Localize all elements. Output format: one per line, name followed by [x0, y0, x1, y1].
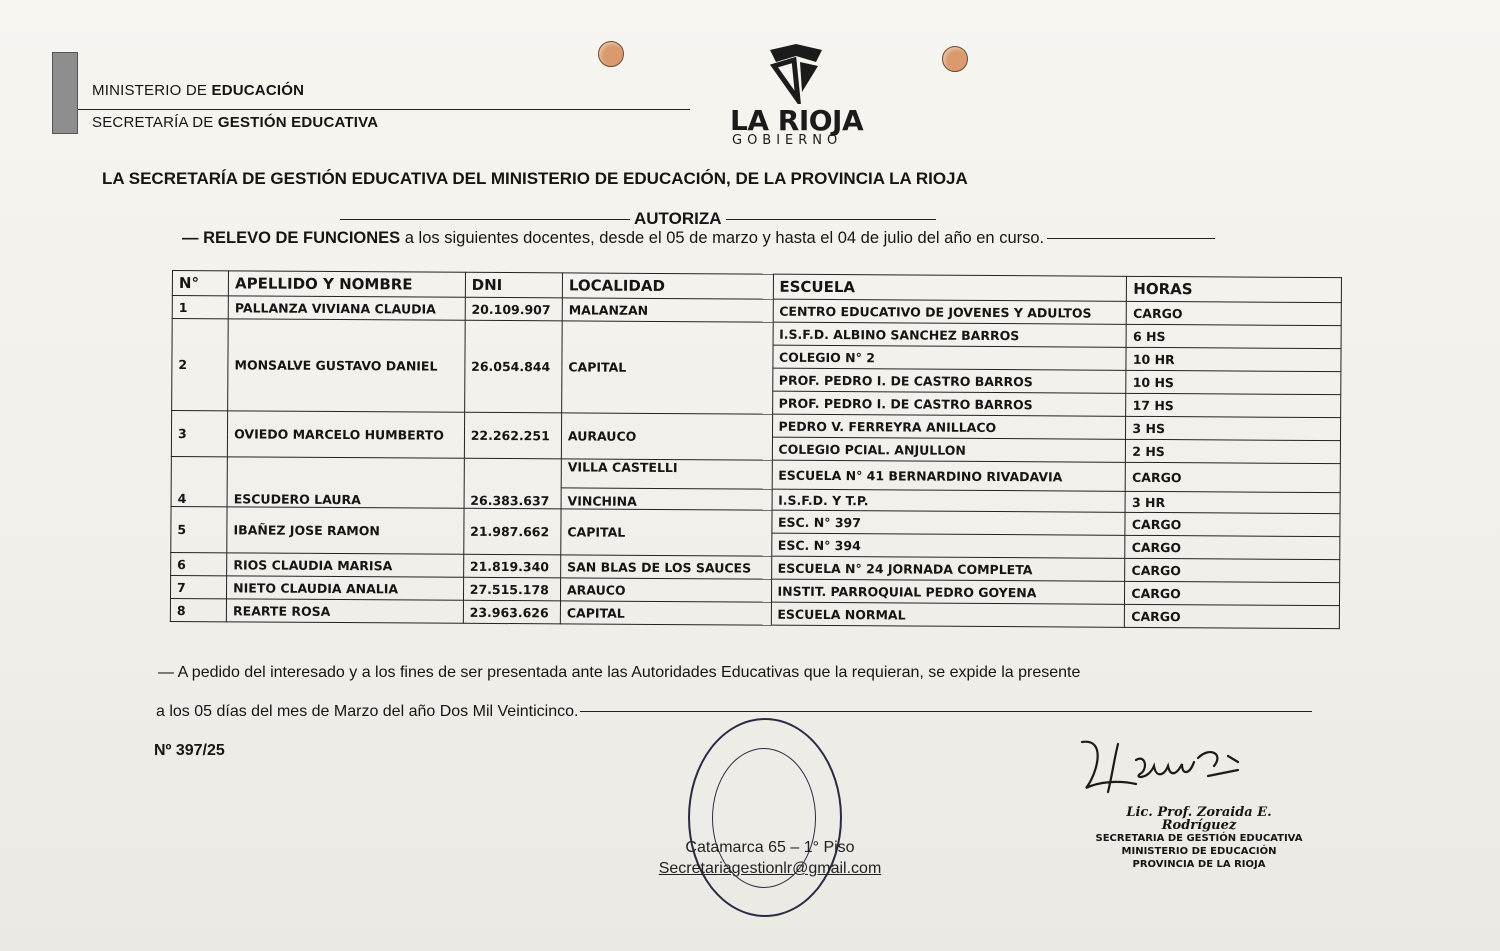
table-row: 8 REARTE ROSA 23.963.626 CAPITAL ESCUELA NORMAL CARGO — [170, 598, 1339, 628]
col-header-hours: HORAS — [1127, 276, 1342, 302]
table-subrow: PROF. PEDRO I. DE CASTRO BARROS 10 HS — [172, 365, 1341, 395]
teachers-table — [170, 270, 1342, 629]
table-row: 4 ESCUDERO LAURA 26.383.637 VILLA CASTELLI ESCUELA N° 41 BERNARDINO RIVADAVIA CARGO — [171, 456, 1340, 492]
col-header-dni: DNI — [465, 272, 562, 298]
header-divider — [78, 109, 690, 110]
la-rioja-logo-icon — [764, 40, 828, 104]
col-header-name: APELLIDO Y NOMBRE — [228, 271, 465, 297]
table-subrow: PROF. PEDRO I. DE CASTRO BARROS 17 HS — [172, 388, 1341, 418]
col-header-num: N° — [172, 271, 228, 296]
signer-role-3: PROVINCIA DE LA RIOJA — [1132, 859, 1266, 870]
punch-hole-left — [598, 41, 624, 67]
signer-name: Lic. Prof. Zoraida E. Rodríguez — [1126, 805, 1272, 833]
table-subrow: VINCHINA I.S.F.D. Y T.P. 3 HR — [171, 485, 1340, 513]
closing-line-2: a los 05 días del mes de Marzo del año Dos Mil Veinticinco. — [156, 703, 1312, 721]
intro-paragraph: — RELEVO DE FUNCIONES a los siguientes docentes, desde el 05 de marzo y hasta el 04 de julio del año en curso. — [182, 229, 1215, 248]
signature-block — [1094, 806, 1304, 871]
punch-hole-right — [942, 46, 968, 72]
table-row: 1 PALLANZA VIVIANA CLAUDIA 20.109.907 MALANZAN CENTRO EDUCATIVO DE JOVENES Y ADULTOS CARGO — [172, 296, 1341, 326]
table-row: 5 IBAÑEZ JOSE RAMON 21.987.662 CAPITAL ESC. N° 397 CARGO — [171, 506, 1340, 536]
table-row: 6 RIOS CLAUDIA MARISA 21.819.340 SAN BLAS DE LOS SAUCES ESCUELA N° 24 JORNADA COMPLETA CARGO — [171, 552, 1340, 582]
signer-role-1: SECRETARIA DE GESTIÓN EDUCATIVA — [1095, 833, 1303, 844]
email-link[interactable]: Secretariagestionlr@gmail.com — [658, 860, 882, 877]
table-row: 7 NIETO CLAUDIA ANALIA 27.515.178 ARAUCO INSTIT. PARROQUIAL PEDRO GOYENA CARGO — [170, 575, 1339, 605]
logo-subtitle: GOBIERNO — [732, 133, 843, 148]
address-line: Catamarca 65 – 1° Piso — [685, 839, 855, 856]
signer-role-2: MINISTERIO DE EDUCACIÓN — [1121, 846, 1277, 857]
margin-bar — [52, 52, 78, 134]
closing-line-1: — A pedido del interesado y a los fines de ser presentada ante las Autoridades Educativas que la requieran, se expide la presente — [158, 664, 1081, 681]
col-header-school: ESCUELA — [773, 274, 1127, 301]
table-row: 2 MONSALVE GUSTAVO DANIEL 26.054.844 CAPITAL I.S.F.D. ALBINO SANCHEZ BARROS 6 HS — [172, 319, 1341, 349]
secretariat-line: SECRETARÍA DE GESTIÓN EDUCATIVA — [92, 114, 379, 131]
logo-wordmark: LA RIOJA — [730, 104, 864, 137]
table-subrow: COLEGIO N° 2 10 HR — [172, 342, 1341, 372]
table-subrow: ESC. N° 394 CARGO — [171, 529, 1340, 559]
resolution-number: Nº 397/25 — [154, 742, 225, 759]
handwritten-signature-icon — [1078, 736, 1248, 806]
table-row: 3 OVIEDO MARCELO HUMBERTO 22.262.251 AURAUCO PEDRO V. FERREYRA ANILLACO 3 HS — [172, 411, 1341, 441]
ministry-line: MINISTERIO DE EDUCACIÓN — [92, 82, 305, 99]
autoriza-heading: AUTORIZA — [340, 209, 936, 229]
document-title: LA SECRETARÍA DE GESTIÓN EDUCATIVA DEL MINISTERIO DE EDUCACIÓN, DE LA PROVINCIA LA RIOJA — [102, 169, 968, 188]
col-header-locality: LOCALIDAD — [562, 273, 773, 299]
table-subrow: COLEGIO PCIAL. ANJULLON 2 HS — [171, 434, 1340, 464]
